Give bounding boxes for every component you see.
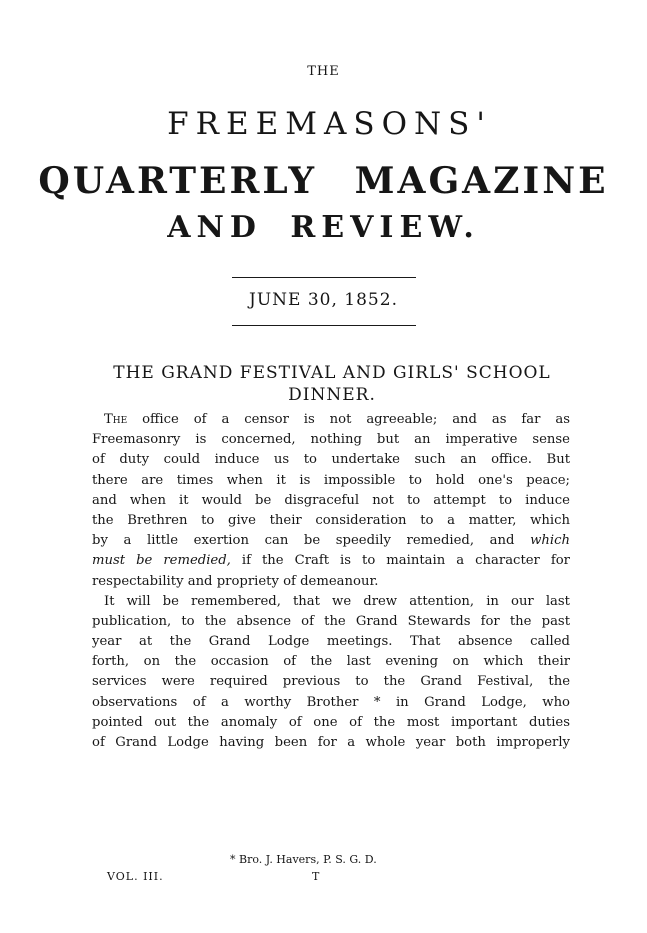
- body-line: there are times when it is impossible to hold one's peace;: [92, 472, 570, 488]
- body-line: publication, to the absence of the Grand Stewards for the past: [92, 613, 570, 629]
- masthead-the: THE: [307, 64, 340, 79]
- body-line: and when it would be disgraceful not to attempt to induce: [92, 492, 570, 508]
- body-line: year at the Grand Lodge meetings. That absence called: [92, 634, 570, 650]
- body-line-small-caps: The: [104, 412, 128, 427]
- article-body: [92, 410, 570, 753]
- body-line-italic: must be remedied,: [92, 553, 231, 569]
- body-line: forth, on the occasion of the last evening on which their: [92, 654, 570, 670]
- signature-mark: T: [312, 870, 320, 883]
- body-line: [92, 531, 570, 551]
- footnote: * Bro. J. Havers, P. S. G. D.: [230, 853, 377, 866]
- body-line: of Grand Lodge having been for a whole year both improperly: [92, 735, 570, 750]
- date-rule-top: [232, 277, 416, 278]
- body-line: It will be remembered, that we drew attention, in our last: [104, 593, 570, 609]
- body-line: respectability and propriety of demeanour.: [92, 573, 379, 589]
- issue-date: JUNE 30, 1852.: [249, 290, 398, 310]
- body-line-text: if the Craft is to maintain a character for: [230, 553, 570, 569]
- masthead-freemasons: FREEMASONS': [167, 106, 492, 142]
- body-line: services were required previous to the Grand Festival, the: [92, 674, 570, 690]
- body-line: [92, 410, 570, 430]
- body-line-text: office of a censor is not agreeable; and as far as: [127, 412, 570, 427]
- body-line: of duty could induce us to undertake such an office. But: [92, 452, 570, 468]
- body-line-text: by a little exertion can be speedily remedied, and: [92, 533, 531, 549]
- masthead-quarterly-magazine: QUARTERLY MAGAZINE: [38, 160, 609, 202]
- masthead-and-review: AND REVIEW.: [167, 210, 480, 245]
- body-line: Freemasonry is concerned, nothing but an imperative sense: [92, 432, 570, 448]
- body-line-italic: which: [530, 533, 570, 549]
- volume-label: VOL. III.: [107, 870, 164, 883]
- article-title-line-2: DINNER.: [288, 385, 376, 405]
- article-title: [92, 362, 572, 406]
- body-line: observations of a worthy Brother * in Grand Lodge, who: [92, 694, 570, 710]
- article-title-line-1: THE GRAND FESTIVAL AND GIRLS' SCHOOL: [113, 363, 551, 383]
- body-line: [92, 551, 570, 571]
- body-line: the Brethren to give their consideration to a matter, which: [92, 512, 570, 528]
- date-rule-bottom: [232, 325, 416, 326]
- body-line: pointed out the anomaly of one of the most important duties: [92, 714, 570, 730]
